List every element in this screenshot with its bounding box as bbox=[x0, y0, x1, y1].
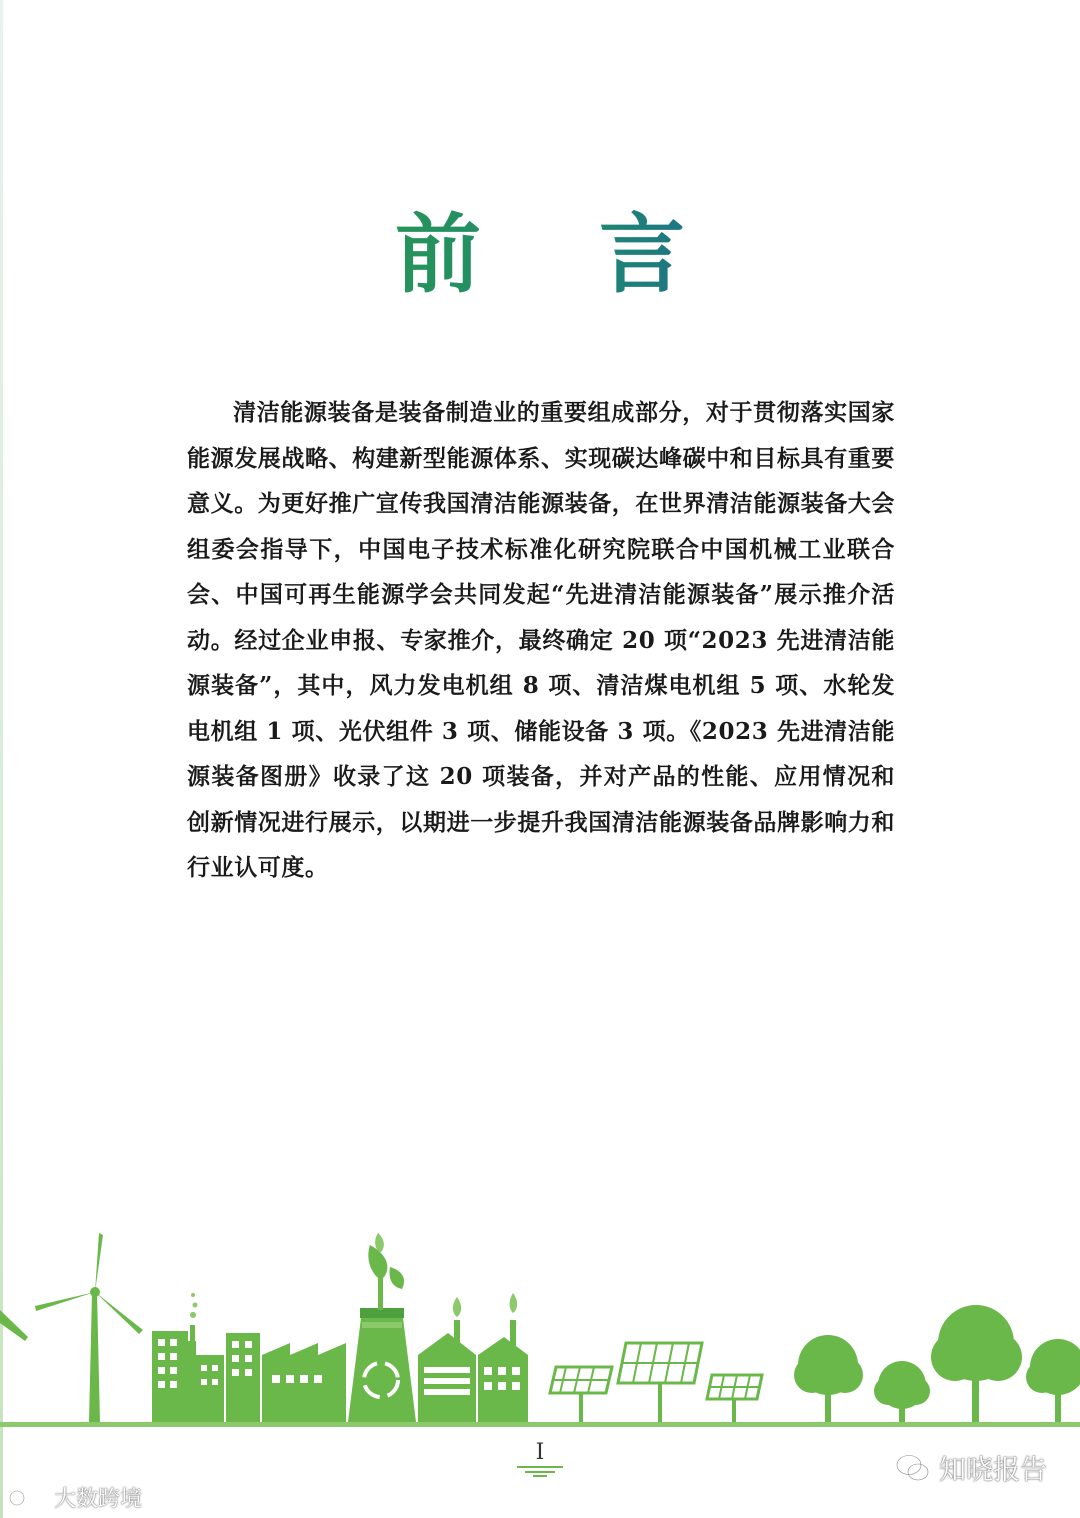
building-icon bbox=[226, 1333, 260, 1422]
watermark-right bbox=[895, 1448, 1047, 1487]
preface-body bbox=[187, 390, 895, 891]
factory-icon bbox=[418, 1297, 476, 1422]
tree-icon bbox=[794, 1335, 863, 1422]
page-number-ornament bbox=[515, 1464, 565, 1478]
preface-paragraph: 清洁能源装备是装备制造业的重要组成部分，对于贯彻落实国家能源发展战略、构建新型能源体系、实现碳达峰碳中和目标具有重要意义。为更好推广宣传我国清洁能源装备，在世界清洁能源装备大会组委会指导下，中国电子技术标准化研究院联合中国机械工业联合会、中国可再生能源学会共同发起“先进清洁能源装备”展示推介活动。经过企业申报、专家推介，最终确定 20 项“2023 先进清洁能源装备”，其中，风力发电机组 8 项、清洁煤电机组 5 项、水轮发电机组 1 项、光伏组件 3 项、储能设备 3 项。《2023 先进清洁能源装备图册》收录了这 20 项装备，并对产品的性能、应用情况和创新情况进行展示，以期进一步提升我国清洁能源装备品牌影响力和行业认可度。 bbox=[187, 399, 895, 881]
factory-icon bbox=[262, 1343, 346, 1422]
tree-icon bbox=[931, 1305, 1022, 1422]
watermark-left bbox=[8, 1482, 142, 1513]
tree-icon bbox=[1026, 1339, 1080, 1422]
page-number: I bbox=[535, 1440, 545, 1465]
watermark-logo-icon bbox=[8, 1486, 50, 1510]
page-title: 前 言 bbox=[395, 205, 729, 305]
recycle-factory-icon bbox=[348, 1233, 416, 1422]
wind-turbine-partial-icon bbox=[0, 1310, 28, 1341]
wind-turbine-icon bbox=[35, 1233, 143, 1422]
tree-icon bbox=[874, 1361, 930, 1422]
factory-icon bbox=[478, 1293, 528, 1422]
solar-panel-icon bbox=[550, 1367, 612, 1422]
ground-line bbox=[0, 1422, 1080, 1427]
solar-panel-icon bbox=[707, 1375, 762, 1422]
watermark-right-text: 知晓报告 bbox=[939, 1455, 1047, 1486]
watermark-left-text: 大数跨境 bbox=[54, 1487, 143, 1512]
wechat-icon bbox=[895, 1453, 931, 1483]
solar-panel-icon bbox=[618, 1343, 702, 1422]
green-city-illustration bbox=[0, 1215, 1080, 1445]
building-icon bbox=[152, 1293, 224, 1422]
